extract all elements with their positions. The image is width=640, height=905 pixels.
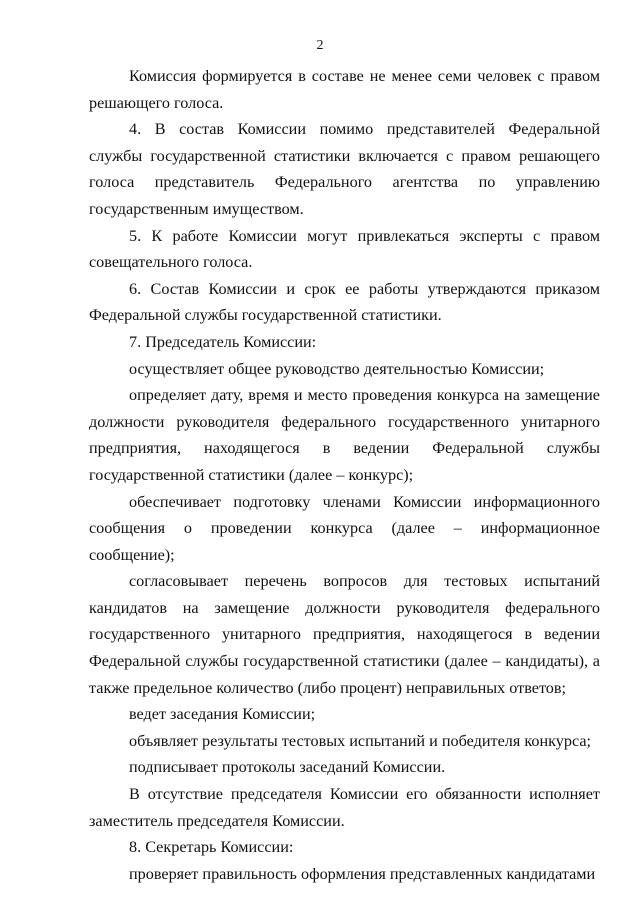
paragraph: осуществляет общее руководство деятельностью Комиссии; — [129, 359, 545, 378]
paragraph: объявляет результаты тестовых испытаний и победителя конкурса; — [129, 731, 592, 750]
paragraph: Комиссия формируется в составе не менее семи человек с правом решающего голоса. — [89, 67, 600, 112]
paragraph: определяет дату, время и место проведения конкурса на замещение должности руководителя федерального государственного унитарного предприятия, находящегося в ведении Федеральной службы государственной статистики (далее – конкурс); — [89, 386, 600, 484]
paragraph: В отсутствие председателя Комиссии его обязанности исполняет заместитель председателя Комиссии. — [89, 785, 600, 830]
document-body — [89, 63, 600, 887]
paragraph: проверяет правильность оформления представленных кандидатами — [129, 864, 596, 883]
paragraph: согласовывает перечень вопросов для тестовых испытаний кандидатов на замещение должности руководителя федерального государственного унитарного предприятия, находящегося в ведении Федеральной службы государственной статистики (далее – кандидаты), а также предельное количество (либо процент) неправильных ответов; — [89, 572, 600, 697]
paragraph: 6. Состав Комиссии и срок ее работы утверждаются приказом Федеральной службы государственной статистики. — [89, 279, 600, 325]
paragraph: ведет заседания Комиссии; — [129, 705, 316, 724]
paragraph: 7. Председатель Комиссии: — [129, 332, 317, 351]
paragraph: 4. В состав Комиссии помимо представителей Федеральной службы государственной статистики включается с правом решающего голоса представитель Федерального агентства по управлению государственным имуществом. — [89, 120, 600, 218]
paragraph: 8. Секретарь Комиссии: — [129, 838, 294, 857]
paragraph: 5. К работе Комиссии могут привлекаться эксперты с правом совещательного голоса. — [89, 226, 600, 272]
paragraph: обеспечивает подготовку членами Комиссии информационного сообщения о проведении конкурса (далее – информационное сообщение); — [89, 492, 600, 564]
page-number: 2 — [316, 38, 324, 53]
paragraph: подписывает протоколы заседаний Комиссии. — [129, 758, 446, 777]
